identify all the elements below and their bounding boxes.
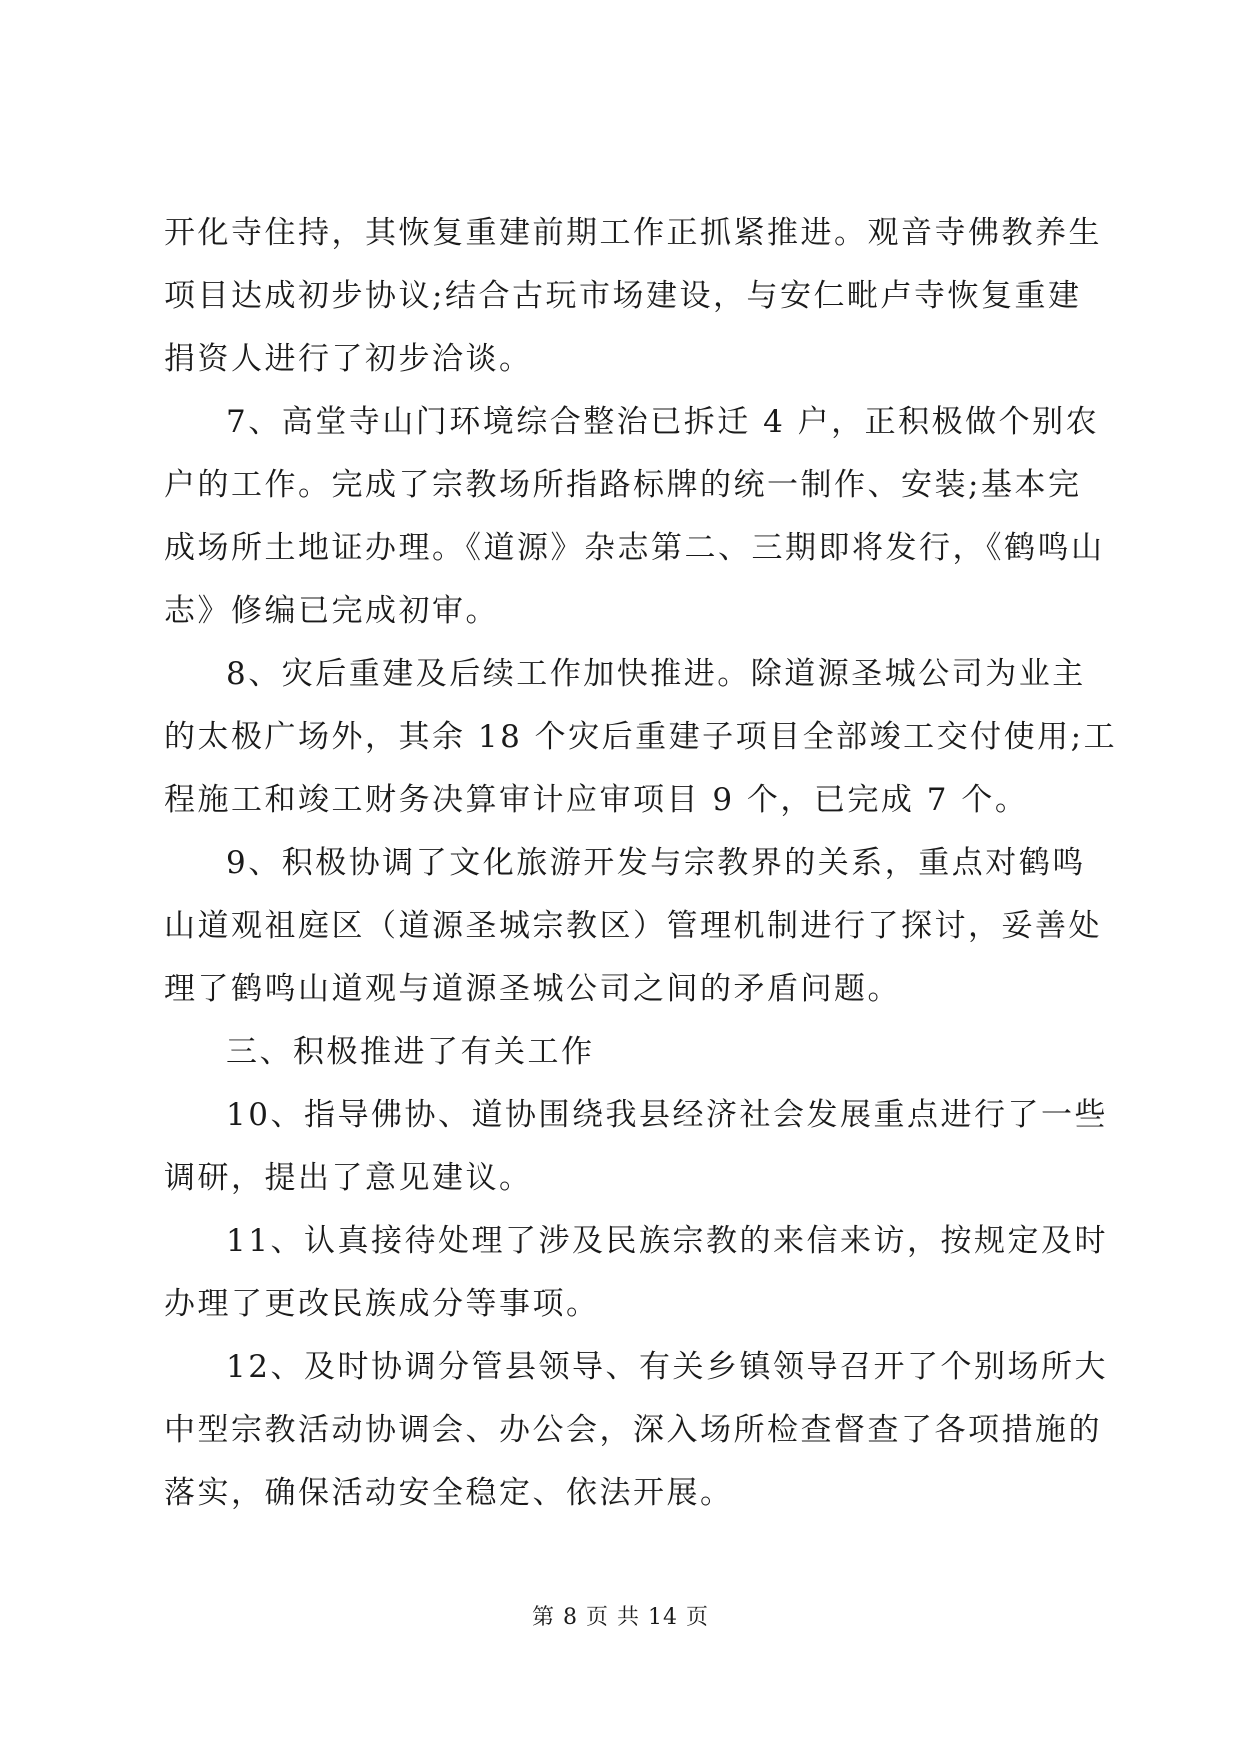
- body-line: 的太极广场外，其余 18 个灾后重建子项目全部竣工交付使用;工: [164, 719, 1118, 755]
- section-heading: 三、积极推进了有关工作: [226, 1034, 595, 1070]
- body-line: 理了鹤鸣山道观与道源圣城公司之间的矛盾问题。: [164, 971, 901, 1007]
- body-line: 办理了更改民族成分等事项。: [164, 1286, 600, 1322]
- body-line: 开化寺住持，其恢复重建前期工作正抓紧推进。观音寺佛教养生: [164, 215, 1102, 251]
- body-line: 山道观祖庭区（道源圣城宗教区）管理机制进行了探讨，妥善处: [164, 908, 1102, 944]
- body-line: 捐资人进行了初步洽谈。: [164, 341, 533, 377]
- body-line: 志》修编已完成初审。: [164, 593, 499, 629]
- paragraph-8-line: 8、灾后重建及后续工作加快推进。除道源圣城公司为业主: [226, 656, 1086, 692]
- paragraph-7-line: 7、高堂寺山门环境综合整治已拆迁 4 户，正积极做个别农: [226, 404, 1100, 440]
- paragraph-10-line: 10、指导佛协、道协围绕我县经济社会发展重点进行了一些: [226, 1097, 1108, 1133]
- body-line: 落实，确保活动安全稳定、依法开展。: [164, 1475, 734, 1511]
- document-body: [164, 202, 1118, 1525]
- paragraph-11-line: 11、认真接待处理了涉及民族宗教的来信来访，按规定及时: [226, 1223, 1108, 1259]
- body-line: 项目达成初步协议;结合古玩市场建设，与安仁毗卢寺恢复重建: [164, 278, 1082, 314]
- paragraph-9-line: 9、积极协调了文化旅游开发与宗教界的关系，重点对鹤鸣: [226, 845, 1086, 881]
- body-line: 调研，提出了意见建议。: [164, 1160, 533, 1196]
- page-number-footer: 第 8 页 共 14 页: [532, 1605, 709, 1630]
- body-line: 程施工和竣工财务决算审计应审项目 9 个，已完成 7 个。: [164, 782, 1029, 818]
- body-line: 成场所土地证办理。《道源》杂志第二、三期即将发行，《鹤鸣山: [164, 530, 1105, 566]
- body-line: 户的工作。完成了宗教场所指路标牌的统一制作、安装;基本完: [164, 467, 1082, 503]
- paragraph-12-line: 12、及时协调分管县领导、有关乡镇领导召开了个别场所大: [226, 1349, 1108, 1385]
- body-line: 中型宗教活动协调会、办公会，深入场所检查督查了各项措施的: [164, 1412, 1102, 1448]
